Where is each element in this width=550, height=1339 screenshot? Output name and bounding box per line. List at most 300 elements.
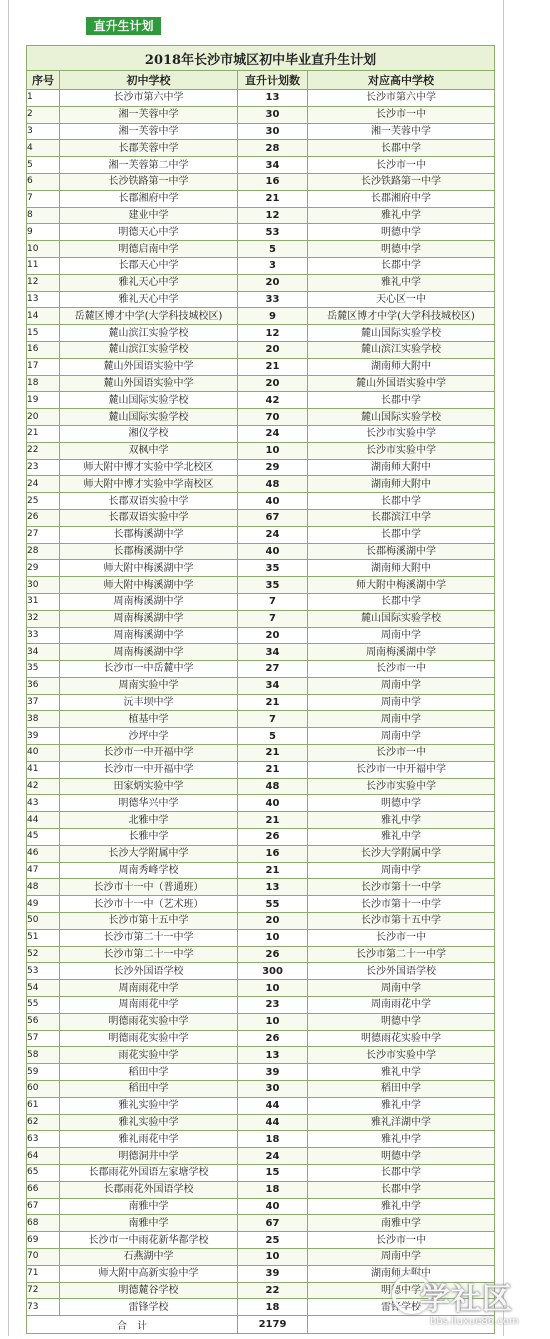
cell-count: 21	[238, 358, 308, 375]
cell-school: 建业中学	[60, 207, 238, 224]
cell-target: 长沙铁路第一中学	[308, 173, 495, 190]
cell-count: 300	[238, 963, 308, 980]
cell-count: 13	[238, 90, 308, 107]
cell-no: 37	[27, 694, 60, 711]
cell-school: 周南雨花中学	[60, 997, 238, 1014]
cell-target: 明德中学	[308, 1148, 495, 1165]
cell-school: 北雅中学	[60, 812, 238, 829]
cell-target: 周南中学	[308, 694, 495, 711]
cell-school: 长沙市一中雨花新华都学校	[60, 1232, 238, 1249]
cell-target: 长沙外国语学校	[308, 963, 495, 980]
cell-no: 50	[27, 913, 60, 930]
table-row	[27, 1248, 495, 1265]
cell-count: 53	[238, 224, 308, 241]
cell-school: 麓山滨江实验学校	[60, 325, 238, 342]
cell-school: 周南秀峰学校	[60, 862, 238, 879]
cell-count: 35	[238, 560, 308, 577]
cell-no: 54	[27, 980, 60, 997]
cell-count: 12	[238, 207, 308, 224]
cell-target: 周南中学	[308, 728, 495, 745]
cell-no: 67	[27, 1198, 60, 1215]
cell-no: 63	[27, 1131, 60, 1148]
cell-school: 雅礼天心中学	[60, 291, 238, 308]
table-row	[27, 1114, 495, 1131]
table-row	[27, 913, 495, 930]
table-row	[27, 1198, 495, 1215]
table-row	[27, 173, 495, 190]
cell-no: 34	[27, 644, 60, 661]
cell-no: 41	[27, 761, 60, 778]
cell-count: 7	[238, 593, 308, 610]
table-title-row	[27, 46, 495, 71]
cell-target: 周南中学	[308, 677, 495, 694]
cell-no: 47	[27, 862, 60, 879]
table-row	[27, 1181, 495, 1198]
cell-count: 18	[238, 1131, 308, 1148]
cell-no: 61	[27, 1097, 60, 1114]
cell-no: 16	[27, 341, 60, 358]
cell-target: 长沙市实验中学	[308, 425, 495, 442]
cell-target: 长沙市实验中学	[308, 442, 495, 459]
cell-count: 20	[238, 274, 308, 291]
cell-school: 长沙大学附属中学	[60, 845, 238, 862]
cell-school: 麓山外国语实验中学	[60, 358, 238, 375]
cell-no: 52	[27, 946, 60, 963]
cell-count: 44	[238, 1097, 308, 1114]
cell-no: 28	[27, 543, 60, 560]
table-row	[27, 610, 495, 627]
cell-target: 长沙市第十一中学	[308, 896, 495, 913]
table-row	[27, 963, 495, 980]
cell-count: 39	[238, 1265, 308, 1282]
cell-no: 2	[27, 106, 60, 123]
cell-target: 长郡滨江中学	[308, 509, 495, 526]
cell-school: 长沙铁路第一中学	[60, 173, 238, 190]
cell-target: 麓山国际实验学校	[308, 325, 495, 342]
table-row	[27, 593, 495, 610]
cell-school: 麓山国际实验学校	[60, 392, 238, 409]
total-value: 2179	[238, 1316, 308, 1334]
cell-count: 30	[238, 123, 308, 140]
cell-no: 29	[27, 560, 60, 577]
cell-count: 10	[238, 929, 308, 946]
cell-count: 20	[238, 913, 308, 930]
header-school: 初中学校	[60, 71, 238, 90]
cell-no: 57	[27, 1030, 60, 1047]
total-label: 合 计	[27, 1316, 238, 1334]
cell-no: 38	[27, 711, 60, 728]
cell-count: 24	[238, 425, 308, 442]
cell-no: 36	[27, 677, 60, 694]
cell-no: 20	[27, 409, 60, 426]
cell-count: 25	[238, 1232, 308, 1249]
cell-school: 师大附中高新实验中学	[60, 1265, 238, 1282]
table-row	[27, 778, 495, 795]
table-row	[27, 862, 495, 879]
table-row	[27, 946, 495, 963]
cell-target: 周南中学	[308, 711, 495, 728]
cell-target: 稻田中学	[308, 1081, 495, 1098]
table-row	[27, 90, 495, 107]
cell-count: 40	[238, 493, 308, 510]
cell-school: 石燕湖中学	[60, 1248, 238, 1265]
cell-target: 长沙大学附属中学	[308, 845, 495, 862]
cell-school: 麓山滨江实验学校	[60, 341, 238, 358]
cell-target: 长郡梅溪湖中学	[308, 543, 495, 560]
cell-count: 21	[238, 812, 308, 829]
cell-school: 明德启南中学	[60, 241, 238, 258]
table-row	[27, 476, 495, 493]
cell-count: 18	[238, 1299, 308, 1316]
cell-school: 田家炳实验中学	[60, 778, 238, 795]
cell-no: 3	[27, 123, 60, 140]
cell-target: 长沙市实验中学	[308, 778, 495, 795]
cell-school: 师大附中博才实验中学南校区	[60, 476, 238, 493]
cell-target: 长郡中学	[308, 1181, 495, 1198]
cell-count: 21	[238, 862, 308, 879]
cell-no: 5	[27, 157, 60, 174]
cell-count: 67	[238, 509, 308, 526]
cell-school: 湘仪学校	[60, 425, 238, 442]
cell-school: 雷锋学校	[60, 1299, 238, 1316]
cell-target: 长郡中学	[308, 493, 495, 510]
table-row	[27, 493, 495, 510]
cell-target: 长沙市一中	[308, 106, 495, 123]
table-row	[27, 442, 495, 459]
cell-target: 长沙市一中	[308, 745, 495, 762]
cell-count: 10	[238, 980, 308, 997]
cell-school: 沅丰坝中学	[60, 694, 238, 711]
cell-school: 周南实验中学	[60, 677, 238, 694]
cell-no: 68	[27, 1215, 60, 1232]
cell-no: 56	[27, 1013, 60, 1030]
cell-no: 43	[27, 795, 60, 812]
table-row	[27, 1215, 495, 1232]
cell-school: 麓山国际实验学校	[60, 409, 238, 426]
cell-count: 5	[238, 728, 308, 745]
table-row	[27, 543, 495, 560]
cell-target: 长沙市第十一中学	[308, 879, 495, 896]
cell-target: 长郡中学	[308, 1165, 495, 1182]
cell-school: 雅礼雨花中学	[60, 1131, 238, 1148]
cell-no: 40	[27, 745, 60, 762]
cell-target: 长沙市实验中学	[308, 1047, 495, 1064]
cell-target: 雅礼中学	[308, 829, 495, 846]
cell-count: 16	[238, 173, 308, 190]
table-row	[27, 845, 495, 862]
cell-count: 40	[238, 1198, 308, 1215]
table-row	[27, 1148, 495, 1165]
table-row	[27, 140, 495, 157]
cell-school: 明德雨花实验中学	[60, 1030, 238, 1047]
cell-count: 21	[238, 190, 308, 207]
table-row	[27, 425, 495, 442]
cell-target: 明德中学	[308, 224, 495, 241]
cell-no: 70	[27, 1248, 60, 1265]
cell-no: 22	[27, 442, 60, 459]
table-row	[27, 560, 495, 577]
table-row	[27, 358, 495, 375]
table-row	[27, 1081, 495, 1098]
cell-school: 长沙市十一中（艺术班）	[60, 896, 238, 913]
table-row	[27, 677, 495, 694]
cell-school: 雅礼实验中学	[60, 1114, 238, 1131]
cell-target: 雷锋学校	[308, 1299, 495, 1316]
cell-school: 长沙市第二十一中学	[60, 946, 238, 963]
table-header-row	[27, 71, 495, 90]
cell-target: 周南中学	[308, 980, 495, 997]
cell-count: 28	[238, 140, 308, 157]
cell-no: 69	[27, 1232, 60, 1249]
cell-count: 20	[238, 375, 308, 392]
cell-target: 周南中学	[308, 862, 495, 879]
table-body	[27, 90, 495, 1316]
cell-school: 师大附中梅溪湖中学	[60, 560, 238, 577]
cell-target: 长沙市第十五中学	[308, 913, 495, 930]
cell-target: 天心区一中	[308, 291, 495, 308]
table-row	[27, 1030, 495, 1047]
cell-school: 明德雨花实验中学	[60, 1013, 238, 1030]
cell-no: 39	[27, 728, 60, 745]
cell-count: 10	[238, 442, 308, 459]
cell-count: 26	[238, 946, 308, 963]
cell-no: 17	[27, 358, 60, 375]
table-row	[27, 224, 495, 241]
table-row	[27, 1165, 495, 1182]
cell-no: 10	[27, 241, 60, 258]
cell-school: 长郡天心中学	[60, 257, 238, 274]
cell-school: 湘一芙蓉中学	[60, 106, 238, 123]
cell-count: 24	[238, 526, 308, 543]
cell-count: 34	[238, 677, 308, 694]
cell-count: 24	[238, 1148, 308, 1165]
section-badge: 直升生计划	[86, 17, 161, 35]
cell-school: 师大附中梅溪湖中学	[60, 577, 238, 594]
cell-count: 70	[238, 409, 308, 426]
table-row	[27, 241, 495, 258]
cell-no: 14	[27, 308, 60, 325]
cell-target: 长郡中学	[308, 392, 495, 409]
cell-target: 雅礼洋湖中学	[308, 1114, 495, 1131]
cell-no: 65	[27, 1165, 60, 1182]
cell-school: 师大附中博才实验中学北校区	[60, 459, 238, 476]
cell-school: 长沙市第二十一中学	[60, 929, 238, 946]
cell-target: 明德中学	[308, 1013, 495, 1030]
cell-target: 周南中学	[308, 1248, 495, 1265]
cell-school: 麓山外国语实验中学	[60, 375, 238, 392]
cell-school: 长沙市第十五中学	[60, 913, 238, 930]
cell-count: 29	[238, 459, 308, 476]
cell-count: 3	[238, 257, 308, 274]
cell-no: 33	[27, 627, 60, 644]
cell-count: 16	[238, 845, 308, 862]
cell-target: 长郡中学	[308, 257, 495, 274]
cell-count: 22	[238, 1282, 308, 1299]
cell-no: 55	[27, 997, 60, 1014]
cell-school: 雅礼实验中学	[60, 1097, 238, 1114]
cell-target: 湖南师大附中	[308, 1265, 495, 1282]
cell-target: 雅礼中学	[308, 812, 495, 829]
cell-no: 66	[27, 1181, 60, 1198]
table-row	[27, 409, 495, 426]
cell-school: 长沙市第六中学	[60, 90, 238, 107]
table-row	[27, 509, 495, 526]
cell-target: 长郡湘府中学	[308, 190, 495, 207]
cell-school: 长郡湘府中学	[60, 190, 238, 207]
cell-school: 长郡梅溪湖中学	[60, 543, 238, 560]
table-row	[27, 644, 495, 661]
cell-target: 湖南师大附中	[308, 358, 495, 375]
cell-no: 24	[27, 476, 60, 493]
watermark-text: 学社区	[420, 1282, 513, 1317]
table-row	[27, 157, 495, 174]
cell-school: 稻田中学	[60, 1081, 238, 1098]
cell-count: 7	[238, 610, 308, 627]
cell-no: 46	[27, 845, 60, 862]
cell-no: 72	[27, 1282, 60, 1299]
table-row	[27, 526, 495, 543]
cell-target: 明德中学	[308, 795, 495, 812]
cell-no: 45	[27, 829, 60, 846]
cell-no: 49	[27, 896, 60, 913]
table-row	[27, 980, 495, 997]
cell-count: 48	[238, 778, 308, 795]
table-row	[27, 761, 495, 778]
cell-no: 21	[27, 425, 60, 442]
table-row	[27, 1097, 495, 1114]
cell-count: 34	[238, 157, 308, 174]
cell-count: 40	[238, 543, 308, 560]
plan-table	[26, 45, 495, 1334]
cell-count: 21	[238, 745, 308, 762]
cell-count: 40	[238, 795, 308, 812]
cell-target: 师大附中梅溪湖中学	[308, 577, 495, 594]
cell-school: 长雅中学	[60, 829, 238, 846]
cell-no: 51	[27, 929, 60, 946]
header-no: 序号	[27, 71, 60, 90]
cell-no: 42	[27, 778, 60, 795]
cell-no: 26	[27, 509, 60, 526]
cell-school: 南雅中学	[60, 1215, 238, 1232]
table-row	[27, 274, 495, 291]
table-row	[27, 106, 495, 123]
table-row	[27, 291, 495, 308]
cell-school: 长沙市一中岳麓中学	[60, 661, 238, 678]
cell-school: 双枫中学	[60, 442, 238, 459]
table-row	[27, 728, 495, 745]
cell-target: 雅礼中学	[308, 1064, 495, 1081]
table-row	[27, 1064, 495, 1081]
cell-school: 长沙市一中开福中学	[60, 745, 238, 762]
cell-no: 62	[27, 1114, 60, 1131]
cell-target: 长沙市一中	[308, 157, 495, 174]
cell-school: 稻田中学	[60, 1064, 238, 1081]
table-row	[27, 879, 495, 896]
cell-school: 雅礼天心中学	[60, 274, 238, 291]
cell-target: 长郡中学	[308, 526, 495, 543]
cell-school: 长郡双语实验中学	[60, 493, 238, 510]
cell-count: 34	[238, 644, 308, 661]
table-row	[27, 257, 495, 274]
cell-no: 8	[27, 207, 60, 224]
cell-school: 周南梅溪湖中学	[60, 593, 238, 610]
cell-target: 明德中学	[308, 241, 495, 258]
cell-count: 26	[238, 829, 308, 846]
cell-target: 湖南师大附中	[308, 560, 495, 577]
cell-count: 30	[238, 106, 308, 123]
cell-school: 长沙市十一中（普通班）	[60, 879, 238, 896]
cell-target: 麓山外国语实验中学	[308, 375, 495, 392]
table-row	[27, 123, 495, 140]
cell-no: 58	[27, 1047, 60, 1064]
cell-school: 明德洞井中学	[60, 1148, 238, 1165]
cell-target: 长郡中学	[308, 593, 495, 610]
cell-no: 15	[27, 325, 60, 342]
cell-no: 13	[27, 291, 60, 308]
cell-count: 35	[238, 577, 308, 594]
cell-target: 长沙市一中开福中学	[308, 761, 495, 778]
cell-no: 64	[27, 1148, 60, 1165]
cell-school: 长郡双语实验中学	[60, 509, 238, 526]
cell-no: 60	[27, 1081, 60, 1098]
cell-school: 湘一芙蓉中学	[60, 123, 238, 140]
cell-count: 21	[238, 694, 308, 711]
cell-count: 5	[238, 241, 308, 258]
cell-target: 雅礼中学	[308, 1198, 495, 1215]
table-row	[27, 997, 495, 1014]
cell-target: 长沙市一中	[308, 661, 495, 678]
cell-school: 岳麓区博才中学(大学科技城校区)	[60, 308, 238, 325]
table-row	[27, 711, 495, 728]
cell-school: 明德麓谷学校	[60, 1282, 238, 1299]
cell-target: 湖南师大附中	[308, 459, 495, 476]
cell-no: 18	[27, 375, 60, 392]
cell-target: 长沙市一中	[308, 1232, 495, 1249]
cell-school: 周南梅溪湖中学	[60, 644, 238, 661]
cell-school: 长沙外国语学校	[60, 963, 238, 980]
table-row	[27, 1047, 495, 1064]
cell-no: 30	[27, 577, 60, 594]
cell-target: 周南雨花中学	[308, 997, 495, 1014]
cell-count: 20	[238, 341, 308, 358]
cell-target: 湖南师大附中	[308, 476, 495, 493]
cell-count: 30	[238, 1081, 308, 1098]
cell-no: 73	[27, 1299, 60, 1316]
cell-count: 10	[238, 1248, 308, 1265]
cell-target: 长沙市一中	[308, 929, 495, 946]
cell-target: 湘一芙蓉中学	[308, 123, 495, 140]
cell-target: 长沙市第二十一中学	[308, 946, 495, 963]
cell-count: 48	[238, 476, 308, 493]
cell-no: 9	[27, 224, 60, 241]
cell-target: 明德雨花实验中学	[308, 1030, 495, 1047]
watermark-logo	[392, 1268, 532, 1334]
cell-count: 10	[238, 1013, 308, 1030]
cell-school: 长郡雨花外国语学校	[60, 1181, 238, 1198]
cell-no: 19	[27, 392, 60, 409]
cell-target: 雅礼中学	[308, 274, 495, 291]
cell-target: 周南梅溪湖中学	[308, 644, 495, 661]
table-row	[27, 745, 495, 762]
cell-count: 18	[238, 1181, 308, 1198]
cell-target: 明德中学	[308, 1282, 495, 1299]
table-row	[27, 661, 495, 678]
header-count: 直升计划数	[238, 71, 308, 90]
table-row	[27, 627, 495, 644]
cell-no: 44	[27, 812, 60, 829]
table-row	[27, 1013, 495, 1030]
cell-school: 周南梅溪湖中学	[60, 610, 238, 627]
